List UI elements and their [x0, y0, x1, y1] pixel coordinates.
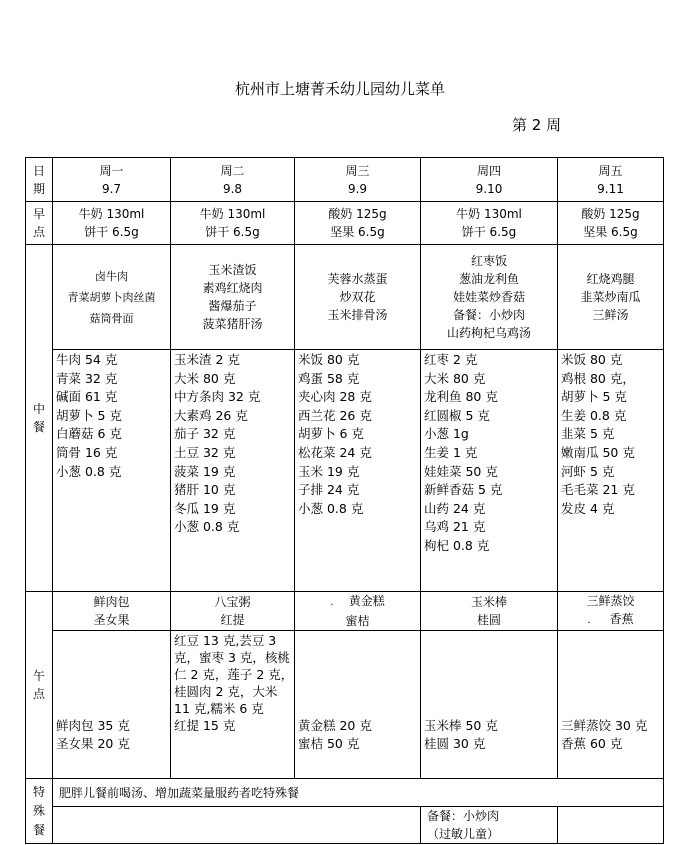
lunch-dishes-mon: 卤牛肉 青菜胡萝卜肉丝菌 菇筒骨面 — [53, 245, 171, 350]
lunch-label: 中 餐 — [26, 245, 53, 592]
special-label: 特 殊 餐 — [26, 779, 53, 844]
breakfast-row — [26, 202, 664, 245]
lunch-dishes-thu: 红枣饭 葱油龙利鱼 娃娃菜炒香菇 备餐：小炒肉 山药枸杞乌鸡汤 — [421, 245, 558, 350]
date-label: 日 期 — [26, 158, 53, 202]
header-row — [26, 158, 664, 202]
snack-ingredients-row — [26, 631, 664, 779]
lunch-dishes-fri: 红烧鸡腿 韭菜炒南瓜 三鲜汤 — [558, 245, 664, 350]
snack-items-thu: 玉米棒 桂圆 — [421, 592, 558, 631]
snack-items-mon: 鲜肉包 圣女果 — [53, 592, 171, 631]
snack-ingredients-thu: 玉米棒 50 克 桂圆 30 克 — [421, 631, 558, 779]
special-empty-cell-fri — [558, 807, 664, 844]
snack-ingredients-fri: 三鲜蒸饺 30 克 香蕉 60 克 — [558, 631, 664, 779]
snack-ingredients-wed: 黄金糕 20 克 蜜桔 50 克 — [295, 631, 421, 779]
lunch-dishes-row — [26, 245, 664, 350]
breakfast-wed: 酸奶 125g 坚果 6.5g — [295, 202, 421, 245]
snack-items-tue: 八宝粥 红提 — [171, 592, 295, 631]
lunch-ingredients-row — [26, 350, 664, 592]
menu-table — [25, 157, 664, 844]
special-backup-row — [26, 807, 664, 844]
special-empty-cell — [53, 807, 421, 844]
lunch-ingredients-wed: 米饭 80 克 鸡蛋 58 克 夹心肉 28 克 西兰花 26 克 胡萝卜 6 克 松花菜 24 克 玉米 19 克 子排 24 克 小葱 0.8 克 — [295, 350, 421, 592]
snack-items-row — [26, 592, 664, 631]
lunch-ingredients-tue: 玉米渣 2 克 大米 80 克 中方条肉 32 克 大素鸡 26 克 茄子 32 克 土豆 32 克 菠菜 19 克 猪肝 10 克 冬瓜 19 克 小葱 0.8 克 — [171, 350, 295, 592]
day-header-fri: 周五 9.11 — [558, 158, 664, 202]
breakfast-thu: 牛奶 130ml 饼干 6.5g — [421, 202, 558, 245]
special-note-row — [26, 779, 664, 807]
day-header-wed: 周三 9.9 — [295, 158, 421, 202]
snack-items-wed: . 黄金糕 蜜桔 — [295, 592, 421, 631]
special-note: 肥胖儿餐前喝汤、增加蔬菜量服药者吃特殊餐 — [53, 779, 664, 807]
day-header-mon: 周一 9.7 — [53, 158, 171, 202]
week-number: 第 2 周 — [512, 116, 562, 134]
breakfast-mon: 牛奶 130ml 饼干 6.5g — [53, 202, 171, 245]
breakfast-label: 早 点 — [26, 202, 53, 245]
menu-title: 杭州市上塘菁禾幼儿园幼儿菜单 — [234, 80, 445, 98]
lunch-ingredients-thu: 红枣 2 克 大米 80 克 龙利鱼 80 克 红圆椒 5 克 小葱 1g 生姜 1 克 娃娃菜 50 克 新鲜香菇 5 克 山药 24 克 乌鸡 21 克 枸杞 0.8 克 — [421, 350, 558, 592]
snack-ingredients-tue: 红豆 13 克,芸豆 3 克，蜜枣 3 克，核桃仁 2 克，莲子 2 克，桂圆肉 2 克，大米 11 克,糯米 6 克 红提 15 克 — [171, 631, 295, 779]
snack-label: 午 点 — [26, 592, 53, 779]
lunch-dishes-wed: 芙蓉水蒸蛋 炒双花 玉米排骨汤 — [295, 245, 421, 350]
special-backup: 备餐：小炒肉 （过敏儿童） — [421, 807, 558, 844]
snack-ingredients-mon: 鲜肉包 35 克 圣女果 20 克 — [53, 631, 171, 779]
lunch-dishes-tue: 玉米渣饭 素鸡红烧肉 酱爆茄子 菠菜猪肝汤 — [171, 245, 295, 350]
breakfast-tue: 牛奶 130ml 饼干 6.5g — [171, 202, 295, 245]
day-header-tue: 周二 9.8 — [171, 158, 295, 202]
lunch-ingredients-fri: 米饭 80 克 鸡根 80 克， 胡萝卜 5 克 生姜 0.8 克 韭菜 5 克 嫩南瓜 50 克 河虾 5 克 毛毛菜 21 克 发皮 4 克 — [558, 350, 664, 592]
snack-items-fri: 三鲜蒸饺 . 香蕉 — [558, 592, 664, 631]
lunch-ingredients-mon: 牛肉 54 克 青菜 32 克 碱面 61 克 胡萝卜 5 克 白蘑菇 6 克 筒骨 16 克 小葱 0.8 克 — [53, 350, 171, 592]
breakfast-fri: 酸奶 125g 坚果 6.5g — [558, 202, 664, 245]
day-header-thu: 周四 9.10 — [421, 158, 558, 202]
